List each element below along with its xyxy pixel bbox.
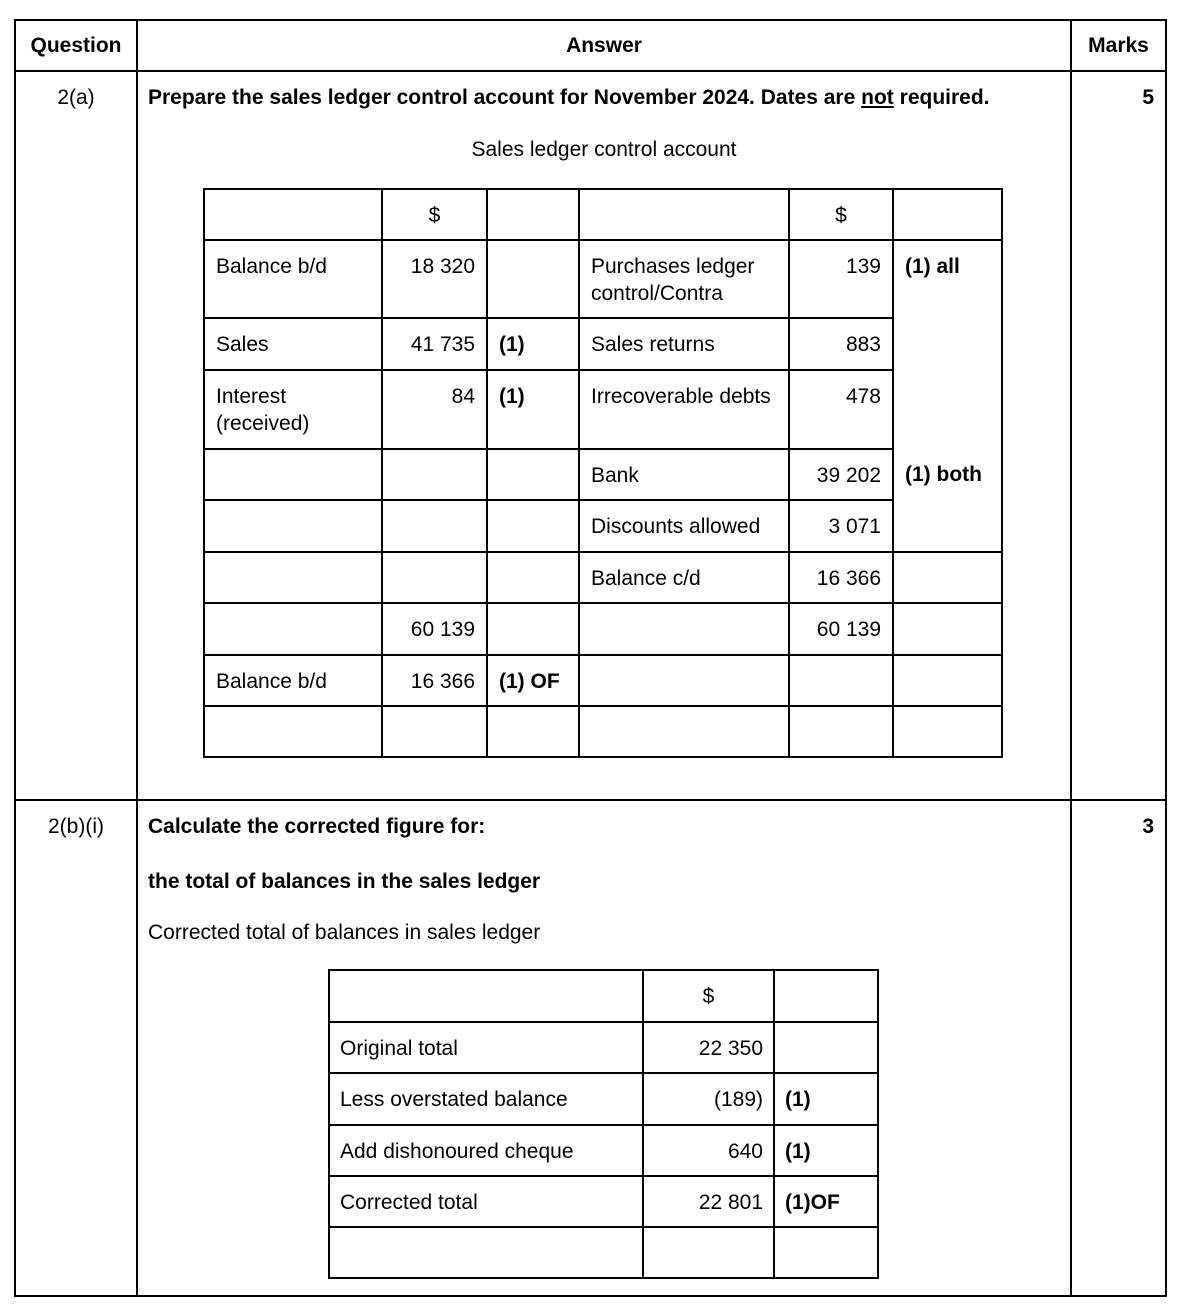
ledger-row bbox=[204, 318, 1002, 370]
question-2a-marks: 5 bbox=[1071, 71, 1166, 800]
credit-amount: 139 bbox=[789, 240, 893, 318]
debit-label: Interest (received) bbox=[204, 370, 382, 449]
ledger-caption: Sales ledger control account bbox=[471, 138, 737, 161]
credit-currency-header: $ bbox=[789, 189, 893, 240]
question-2a-prompt bbox=[148, 84, 1060, 112]
credit-label: Discounts allowed bbox=[579, 500, 789, 552]
debit-label: Balance b/d bbox=[204, 240, 382, 318]
blank-cell bbox=[643, 1227, 774, 1278]
credit-label: Balance c/d bbox=[579, 552, 789, 603]
blank-cell bbox=[382, 706, 487, 757]
corrected-label: Add dishonoured cheque bbox=[329, 1125, 643, 1176]
corrected-total-table bbox=[328, 969, 879, 1279]
debit-mark bbox=[487, 449, 579, 500]
corrected-currency-header: $ bbox=[643, 970, 774, 1022]
prompt-text-end: required. bbox=[899, 86, 990, 109]
corrected-header-row bbox=[329, 970, 878, 1022]
mark-scheme-frame bbox=[14, 19, 1167, 1297]
corrected-blank-row bbox=[329, 1227, 878, 1278]
question-2bi-marks: 3 bbox=[1071, 800, 1166, 1296]
corrected-label: Original total bbox=[329, 1022, 643, 1073]
credit-label: Purchases ledger control/Contra bbox=[579, 240, 789, 318]
debit-mark bbox=[487, 552, 579, 603]
debit-label bbox=[204, 552, 382, 603]
blank-cell bbox=[774, 1227, 878, 1278]
credit-label: Bank bbox=[579, 449, 789, 500]
debit-amount: 18 320 bbox=[382, 240, 487, 318]
prompt-emphasis: not bbox=[861, 86, 894, 109]
debit-mark: (1) bbox=[487, 370, 579, 449]
blank-cell bbox=[329, 1227, 643, 1278]
question-2bi-row bbox=[15, 800, 1166, 1296]
mark-scheme-table bbox=[14, 19, 1167, 1297]
ledger-row bbox=[204, 655, 1002, 706]
corrected-amount: 22 350 bbox=[643, 1022, 774, 1073]
answer-header: Answer bbox=[137, 20, 1071, 71]
ledger-header-blank bbox=[893, 189, 1002, 240]
question-header: Question bbox=[15, 20, 137, 71]
debit-label bbox=[204, 603, 382, 655]
ledger-blank-row bbox=[204, 706, 1002, 757]
corrected-row bbox=[329, 1176, 878, 1227]
ledger-row bbox=[204, 500, 1002, 552]
corrected-row bbox=[329, 1022, 878, 1073]
credit-amount bbox=[789, 655, 893, 706]
debit-mark bbox=[487, 603, 579, 655]
corrected-label: Less overstated balance bbox=[329, 1073, 643, 1125]
corrected-mark bbox=[774, 1022, 878, 1073]
debit-mark bbox=[487, 500, 579, 552]
question-2a-label: 2(a) bbox=[15, 71, 137, 800]
blank-cell bbox=[204, 706, 382, 757]
question-2bi-answer bbox=[137, 800, 1071, 1296]
ledger-totals-row bbox=[204, 603, 1002, 655]
credit-mark: (1) all bbox=[893, 240, 1002, 449]
ledger-row bbox=[204, 449, 1002, 500]
corrected-mark: (1)OF bbox=[774, 1176, 878, 1227]
marks-header: Marks bbox=[1071, 20, 1166, 71]
debit-amount bbox=[382, 552, 487, 603]
question-2bi-label: 2(b)(i) bbox=[15, 800, 137, 1296]
debit-amount: 16 366 bbox=[382, 655, 487, 706]
corrected-total-caption: Corrected total of balances in sales ledger bbox=[148, 921, 541, 944]
question-2bi-subprompt: the total of balances in the sales ledger bbox=[148, 870, 541, 893]
credit-amount: 478 bbox=[789, 370, 893, 449]
ledger-row bbox=[204, 370, 1002, 449]
corrected-amount: (189) bbox=[643, 1073, 774, 1125]
blank-cell bbox=[789, 706, 893, 757]
debit-amount: 41 735 bbox=[382, 318, 487, 370]
ledger-header-blank bbox=[487, 189, 579, 240]
debit-mark: (1) bbox=[487, 318, 579, 370]
header-row bbox=[15, 20, 1166, 71]
debit-label: Sales bbox=[204, 318, 382, 370]
credit-mark bbox=[893, 552, 1002, 603]
credit-mark: (1) both bbox=[893, 449, 1002, 552]
corrected-amount: 22 801 bbox=[643, 1176, 774, 1227]
credit-mark bbox=[893, 655, 1002, 706]
debit-mark: (1) OF bbox=[487, 655, 579, 706]
sales-ledger-control-account bbox=[203, 188, 1003, 758]
credit-label bbox=[579, 655, 789, 706]
corrected-header-blank bbox=[329, 970, 643, 1022]
credit-amount: 883 bbox=[789, 318, 893, 370]
credit-amount: 16 366 bbox=[789, 552, 893, 603]
question-2a-answer bbox=[137, 71, 1071, 800]
debit-amount bbox=[382, 449, 487, 500]
credit-label bbox=[579, 603, 789, 655]
debit-label bbox=[204, 449, 382, 500]
corrected-mark: (1) bbox=[774, 1073, 878, 1125]
debit-mark bbox=[487, 240, 579, 318]
debit-label: Balance b/d bbox=[204, 655, 382, 706]
corrected-row bbox=[329, 1125, 878, 1176]
corrected-label: Corrected total bbox=[329, 1176, 643, 1227]
prompt-text: Prepare the sales ledger control account for November 2024. Dates are bbox=[148, 86, 856, 109]
credit-amount: 39 202 bbox=[789, 449, 893, 500]
corrected-amount: 640 bbox=[643, 1125, 774, 1176]
corrected-mark: (1) bbox=[774, 1125, 878, 1176]
debit-amount bbox=[382, 500, 487, 552]
question-2a-row bbox=[15, 71, 1166, 800]
ledger-header-blank bbox=[204, 189, 382, 240]
ledger-row bbox=[204, 552, 1002, 603]
corrected-header-blank bbox=[774, 970, 878, 1022]
credit-label: Irrecoverable debts bbox=[579, 370, 789, 449]
ledger-header-row bbox=[204, 189, 1002, 240]
question-2bi-prompt: Calculate the corrected figure for: bbox=[148, 815, 486, 838]
corrected-row bbox=[329, 1073, 878, 1125]
debit-currency-header: $ bbox=[382, 189, 487, 240]
credit-total: 60 139 bbox=[789, 603, 893, 655]
blank-cell bbox=[893, 706, 1002, 757]
ledger-row bbox=[204, 240, 1002, 318]
blank-cell bbox=[487, 706, 579, 757]
ledger-header-blank bbox=[579, 189, 789, 240]
credit-label: Sales returns bbox=[579, 318, 789, 370]
debit-amount: 84 bbox=[382, 370, 487, 449]
credit-mark bbox=[893, 603, 1002, 655]
debit-label bbox=[204, 500, 382, 552]
credit-amount: 3 071 bbox=[789, 500, 893, 552]
blank-cell bbox=[579, 706, 789, 757]
debit-total: 60 139 bbox=[382, 603, 487, 655]
